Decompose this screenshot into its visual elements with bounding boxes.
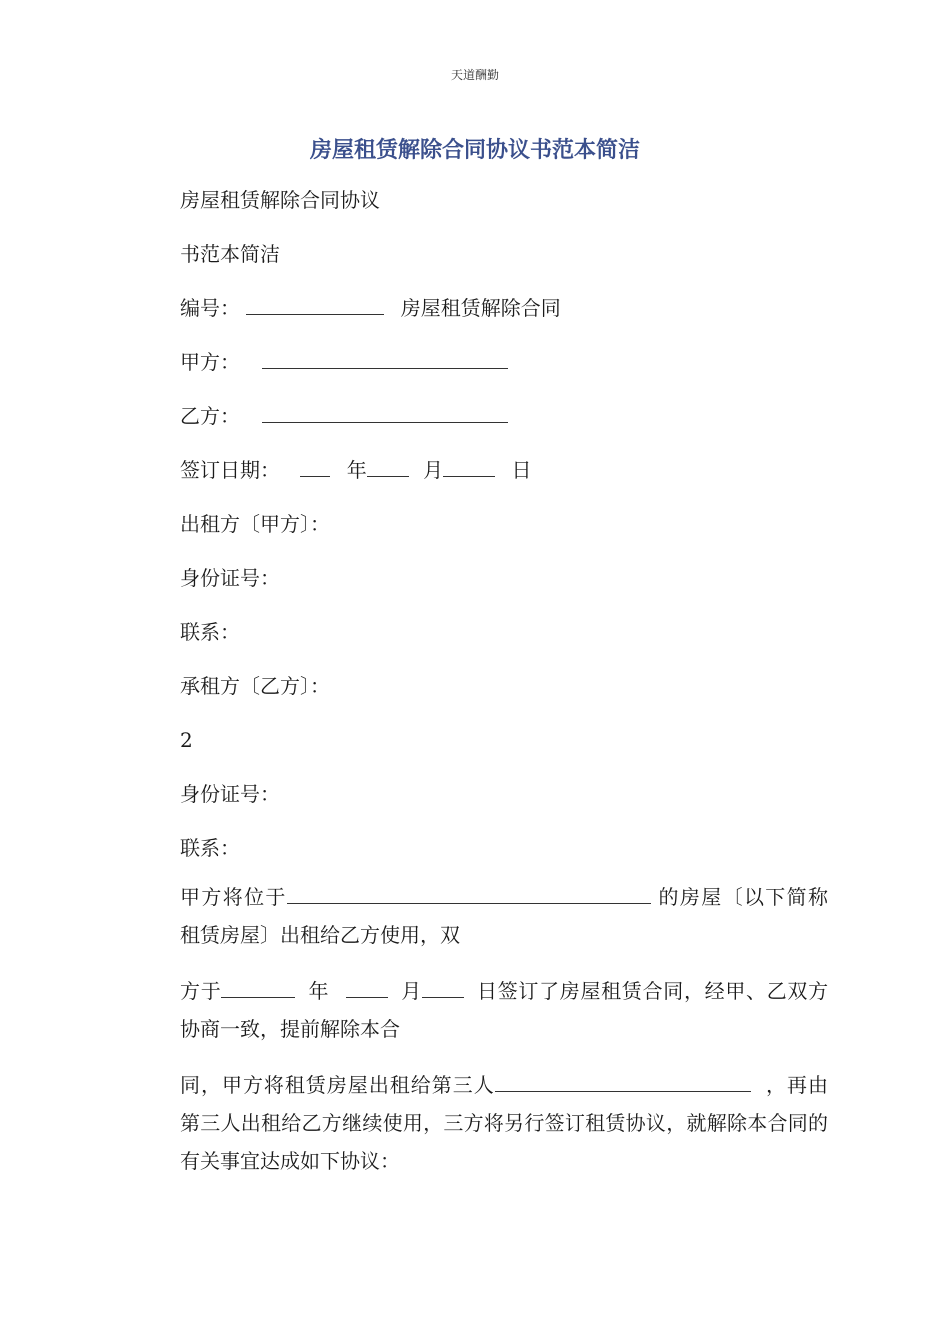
subtitle-line-2: 书范本简洁 bbox=[180, 242, 280, 266]
day-blank bbox=[443, 458, 495, 477]
number-suffix: 房屋租赁解除合同 bbox=[400, 296, 561, 320]
subtitle-line-1: 房屋租赁解除合同协议 bbox=[180, 188, 380, 212]
p1-text-a: 甲方将位于 bbox=[180, 885, 287, 909]
party-b-blank bbox=[262, 404, 508, 423]
p2-year-label: 年 bbox=[308, 979, 330, 1003]
p2-year-blank bbox=[221, 979, 295, 998]
p2-text-b: 日签订了房屋租赁合同，经甲、乙双方协商一致，提前解除本合 bbox=[180, 979, 829, 1041]
id-number-line-2: 身份证号： bbox=[180, 782, 280, 806]
contact-line-2: 联系： bbox=[180, 836, 240, 860]
page-header: 天道酬勤 bbox=[450, 68, 499, 82]
page-number: 2 bbox=[180, 728, 193, 752]
p2-day-blank bbox=[422, 979, 464, 998]
p1-text-b: 的房屋〔以下简称租赁房屋〕出租给乙方使用，双 bbox=[180, 885, 829, 947]
location-blank bbox=[287, 885, 651, 904]
paragraph-1 bbox=[147, 878, 828, 954]
number-line bbox=[180, 294, 561, 322]
document-title: 房屋租赁解除合同协议书范本简洁 bbox=[309, 138, 640, 163]
third-party-blank bbox=[495, 1073, 751, 1092]
sign-date-label: 签订日期： bbox=[180, 458, 280, 482]
p2-month-label: 月 bbox=[401, 979, 422, 1003]
party-b-line bbox=[180, 402, 508, 430]
p3-text-a: 同，甲方将租赁房屋出租给第三人 bbox=[180, 1073, 495, 1097]
contact-line-1: 联系： bbox=[180, 620, 240, 644]
year-blank bbox=[300, 458, 330, 477]
sign-date-line bbox=[180, 456, 531, 484]
paragraph-2 bbox=[147, 972, 828, 1048]
year-label: 年 bbox=[346, 458, 367, 482]
party-b-label: 乙方： bbox=[180, 404, 240, 428]
number-blank bbox=[246, 296, 384, 315]
party-a-blank bbox=[262, 350, 508, 369]
p2-text-a: 方于 bbox=[180, 979, 222, 1003]
month-blank bbox=[367, 458, 409, 477]
month-label: 月 bbox=[423, 458, 444, 482]
day-label: 日 bbox=[511, 458, 532, 482]
p2-month-blank bbox=[346, 979, 388, 998]
id-number-line-1: 身份证号： bbox=[180, 566, 280, 590]
paragraph-3 bbox=[147, 1066, 828, 1180]
p3-text-b: ，再由第三人出租给乙方继续使用，三方将另行签订租赁协议，就解除本合同的有关事宜达成如下协议： bbox=[180, 1073, 829, 1173]
party-a-label: 甲方： bbox=[180, 350, 240, 374]
lessor-line: 出租方〔甲方〕： bbox=[180, 512, 330, 536]
lessee-line: 承租方〔乙方〕： bbox=[180, 674, 330, 698]
party-a-line bbox=[180, 348, 508, 376]
number-label: 编号： bbox=[180, 296, 240, 320]
